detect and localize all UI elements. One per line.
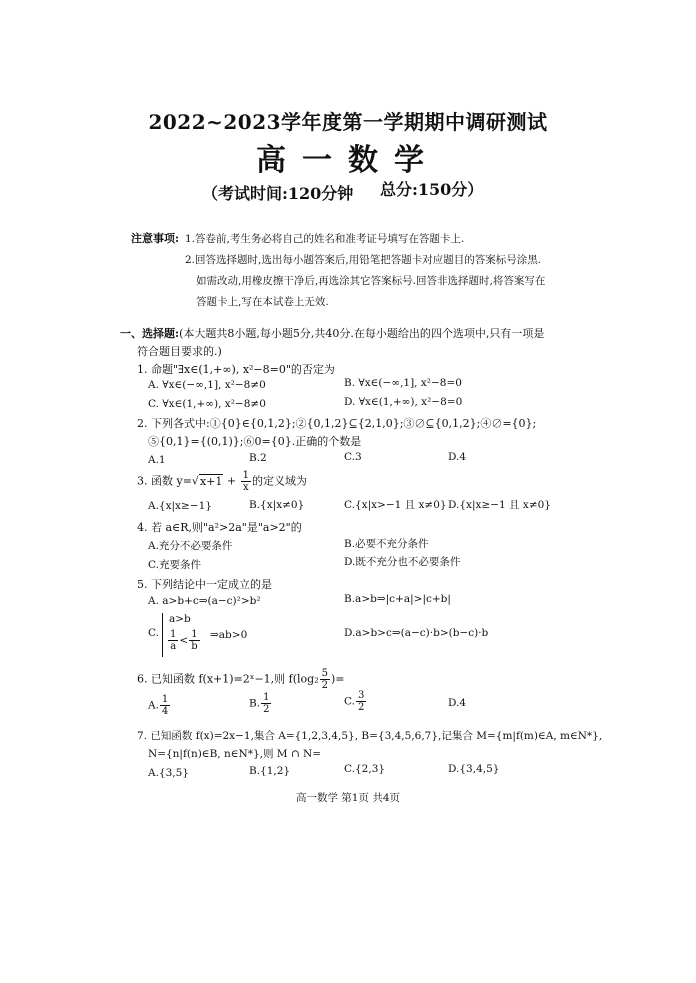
q1-option-d: D. ∀x∈(1,+∞), x²−8=0 bbox=[344, 396, 463, 408]
q7-option-b: B.{1,2} bbox=[249, 765, 291, 777]
q3-option-a: A.{x|x≥−1} bbox=[148, 500, 212, 512]
q5-c-frac-2 bbox=[189, 629, 199, 652]
q4-option-a: A.充分不必要条件 bbox=[148, 540, 233, 552]
q5-c-frac-2-num: 1 bbox=[189, 629, 199, 641]
exam-time: （考试时间:120分钟 bbox=[202, 184, 354, 203]
sqrt-icon: √ bbox=[191, 474, 199, 488]
q2-option-a: A.1 bbox=[148, 454, 166, 466]
q6-a-den: 4 bbox=[161, 706, 169, 717]
q1-stem: 1. 命题"∃x∈(1,+∞), x²−8=0"的否定为 bbox=[137, 363, 335, 376]
q6-c-label: C. bbox=[344, 695, 355, 708]
q6-frac-num: 5 bbox=[321, 668, 328, 679]
q5-c-result: ⇒ab>0 bbox=[210, 629, 248, 641]
q3-sqrt-content: x+1 bbox=[199, 474, 223, 488]
q2-option-c: C.3 bbox=[344, 451, 362, 463]
q3-option-c: C.{x|x>−1 且 x≠0} bbox=[344, 499, 447, 511]
notice-line-3: 如需改动,用橡皮擦干净后,再选涂其它答案标号.回答非选择题时,将答案写在 bbox=[196, 275, 546, 287]
q2-option-b: B.2 bbox=[249, 452, 267, 464]
section-1-text: (本大题共8小题,每小题5分,共40分.在每小题给出的四个选项中,只有一项是 bbox=[179, 327, 545, 340]
q4-option-b: B.必要不充分条件 bbox=[344, 538, 429, 550]
q6-c-den: 2 bbox=[358, 702, 365, 713]
q6-option-a bbox=[148, 694, 171, 717]
q6-a-num: 1 bbox=[161, 694, 169, 705]
q2-stem-2: ⑤{0,1}={(0,1)};⑥0={0}.正确的个数是 bbox=[148, 435, 362, 448]
notice-line-2: 2.回答选择题时,选出每小题答案后,用铅笔把答题卡对应题目的答案标号涂黑. bbox=[185, 254, 542, 266]
q3-frac-den: x bbox=[242, 482, 249, 493]
q6-c-num: 3 bbox=[358, 690, 365, 701]
total-score: 总分:150分） bbox=[380, 180, 484, 199]
q5-option-b: B.a>b⇒|c+a|>|c+b| bbox=[344, 593, 451, 605]
q4-option-c: C.充要条件 bbox=[148, 559, 201, 571]
q7-option-d: D.{3,4,5} bbox=[448, 763, 500, 775]
subject-title: 高一数学 bbox=[256, 143, 440, 178]
q7-option-a: A.{3,5} bbox=[148, 767, 189, 779]
section-1-text-2: 符合题目要求的.) bbox=[137, 345, 222, 358]
q6-c-frac bbox=[356, 690, 366, 713]
q6-stem-post: )= bbox=[330, 672, 345, 686]
q7-option-c: C.{2,3} bbox=[344, 763, 386, 775]
q3-stem-pre: 3. 函数 y= bbox=[137, 474, 192, 488]
q5-c-frac-1 bbox=[168, 629, 178, 652]
q3-fraction bbox=[241, 470, 251, 493]
q3-stem-post: 的定义域为 bbox=[251, 474, 307, 488]
q3-stem bbox=[137, 470, 307, 493]
q3-option-d: D.{x|x≥−1 且 x≠0} bbox=[448, 499, 551, 511]
q5-c-frac-2-den: b bbox=[191, 641, 198, 652]
q6-frac-den: 2 bbox=[321, 680, 328, 691]
q1-option-b: B. ∀x∈(−∞,1], x²−8=0 bbox=[344, 377, 462, 389]
section-1-header bbox=[120, 325, 544, 341]
q3-plus: + bbox=[223, 474, 240, 488]
q3-option-b: B.{x|x≠0} bbox=[249, 499, 305, 511]
q5-option-c-label: C. bbox=[148, 627, 159, 639]
q5-c-line-2 bbox=[167, 629, 201, 652]
q5-c-frac-1-num: 1 bbox=[170, 629, 177, 640]
q5-c-frac-1-den: a bbox=[170, 641, 177, 652]
notice-line-1: 1.答卷前,考生务必将自己的姓名和准考证号填写在答题卡上. bbox=[185, 233, 465, 245]
notice-label: 注意事项: bbox=[131, 232, 180, 245]
q1-option-c: C. ∀x∈(1,+∞), x²−8≠0 bbox=[148, 398, 266, 410]
q5-option-a: A. a>b+c⇒(a−c)²>b² bbox=[148, 595, 261, 607]
q3-frac-num: 1 bbox=[242, 470, 249, 481]
exam-title: 2022~2023学年度第一学期期中调研测试 bbox=[148, 110, 548, 134]
q5-c-lt: < bbox=[179, 634, 189, 647]
q6-a-frac bbox=[160, 694, 170, 717]
q7-stem-2: N={n|f(n)∈B, n∈N*},则 M ∩ N= bbox=[148, 748, 322, 760]
q2-stem: 2. 下列各式中:①{0}∈{0,1,2};②{0,1,2}⊆{2,1,0};③∅⊆{0,1,2};④∅={0}; bbox=[137, 417, 537, 430]
section-1-label: 一、选择题: bbox=[120, 327, 180, 340]
q6-stem bbox=[137, 668, 345, 691]
q6-b-num: 1 bbox=[263, 692, 270, 703]
q6-a-label: A. bbox=[148, 699, 159, 712]
q6-option-b bbox=[249, 692, 272, 715]
q2-option-d: D.4 bbox=[448, 451, 467, 463]
q4-stem: 4. 若 a∈R,则"a²>2a"是"a>2"的 bbox=[137, 521, 302, 534]
q1-option-a: A. ∀x∈(−∞,1], x²−8≠0 bbox=[148, 379, 266, 391]
q6-b-label: B. bbox=[249, 697, 261, 710]
page-footer: 高一数学 第1页 共4页 bbox=[295, 792, 401, 804]
q5-c-line-1: a>b bbox=[169, 613, 191, 625]
q5-stem: 5. 下列结论中一定成立的是 bbox=[137, 578, 272, 591]
q7-stem: 7. 已知函数 f(x)=2x−1,集合 A={1,2,3,4,5}, B={3,4,5,6,7},记集合 M={m|f(m)∈A, m∈N*}, bbox=[137, 730, 603, 742]
q6-b-frac bbox=[261, 692, 271, 715]
q6-stem-pre: 6. 已知函数 f(x+1)=2ˣ−1,则 f(log₂ bbox=[137, 672, 319, 686]
notice-line-4: 答题卡上,写在本试卷上无效. bbox=[196, 296, 329, 308]
q6-b-den: 2 bbox=[263, 704, 270, 715]
q6-option-d: D.4 bbox=[448, 697, 467, 709]
q5-option-d: D.a>b>c⇒(a−c)·b>(b−c)·b bbox=[344, 627, 489, 639]
q4-option-d: D.既不充分也不必要条件 bbox=[344, 556, 461, 568]
q6-option-c bbox=[344, 690, 367, 713]
q6-fraction bbox=[320, 668, 330, 691]
